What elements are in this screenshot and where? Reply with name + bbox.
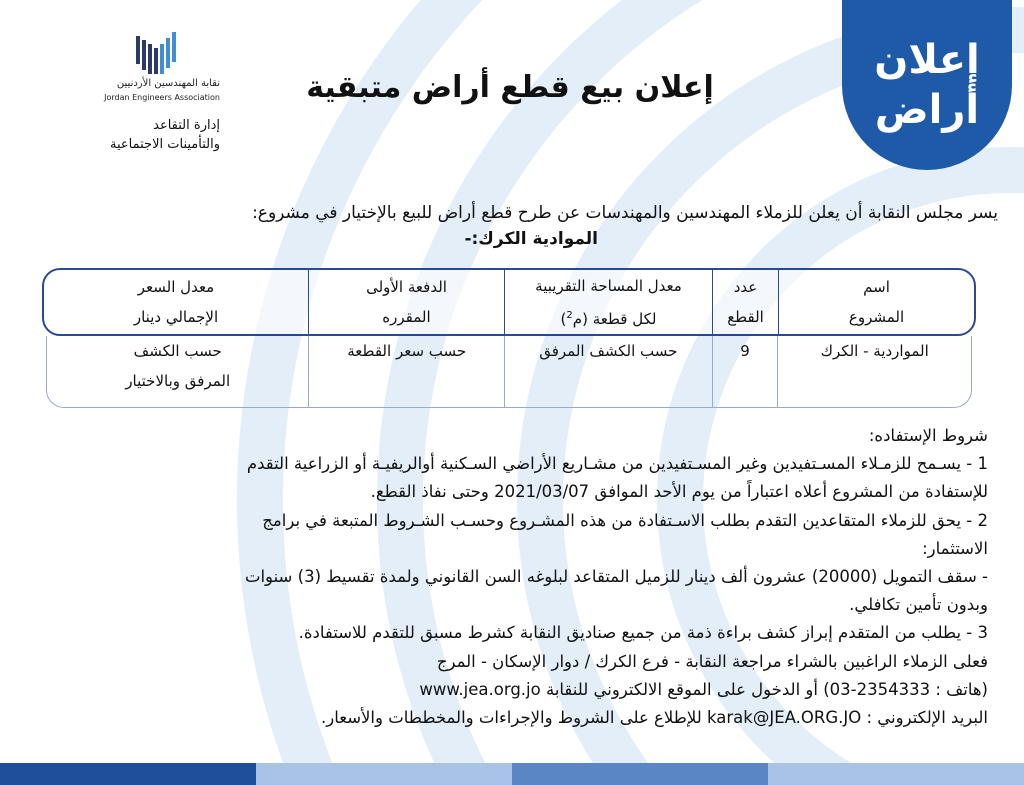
department-name: [60, 116, 220, 154]
band-segment: [256, 763, 512, 785]
cell-count: 9: [712, 336, 778, 407]
term-2-line-1: 2 - يحق للزملاء المتقاعدين التقدم بطلب الاسـتفادة من هذه المشـروع وحسـب الشـروط المتبعة في برامج: [262, 510, 988, 530]
term-2-line-3: - سقف التمويل (20000) عشرون ألف دينار للزميل المتقاعد لبلوغه السن القانوني ولمدة تقسيط (3) سنوات: [244, 567, 988, 587]
term-1-line-2: للإستفادة من المشروع أعلاه اعتباراً من يوم الأحد الموافق 2021/03/07 وحتى نفاذ القطع.: [370, 482, 988, 502]
project-name: الموادية الكرك:-: [464, 229, 598, 249]
band-segment: [512, 763, 768, 785]
contact-line-2: [28, 676, 988, 704]
cell-payment: حسب سعر القطعة: [308, 336, 504, 407]
term-1-line-1: 1 - يسـمح للزمـلاء المسـتفيدين وغير المسـتفيدين من مشـاريع الأراضي السـكنية أوالريفيـة أو الزراعية التقدم: [246, 454, 988, 474]
cell-area: حسب الكشف المرفق: [504, 336, 712, 407]
table-row: [46, 336, 972, 408]
department-line-2: والتأمينات الاجتماعية: [110, 137, 220, 152]
terms-heading: شروط الإستفاده:: [868, 426, 988, 445]
logo-arabic-name: نقابة المهندسين الأردنيين: [116, 78, 220, 89]
table-header-row: [42, 268, 976, 336]
header-count: عدد القطع: [712, 270, 778, 334]
website-link[interactable]: www.jea.org.jo: [419, 679, 541, 699]
band-segment: [768, 763, 1024, 785]
jea-logo-icon: [132, 30, 182, 76]
badge-line-1: إعلان: [874, 37, 980, 83]
header-project: اسم المشروع: [778, 270, 974, 334]
header-total-price: معدل السعر الإجمالي دينار: [133, 278, 219, 326]
department-line-1: إدارة التقاعد: [153, 118, 220, 133]
email-label: البريد الإلكتروني :: [866, 708, 988, 728]
header-first-payment: الدفعة الأولى المقرره: [308, 270, 504, 334]
term-2-line-2: الاستثمار:: [922, 538, 988, 558]
contact-line-1: فعلى الزملاء الراغبين بالشراء مراجعة النقابة - فرع الكرك / دوار الإسكان - المرج: [436, 651, 988, 671]
terms-section: [28, 422, 988, 732]
email-suffix: للإطلاع على الشروط والإجراءات والمخططات والأسعار.: [321, 708, 702, 728]
land-table: [42, 268, 976, 408]
contact-line-3: [28, 704, 988, 732]
badge-line-2: أراض: [874, 87, 980, 133]
logo-english-name: Jordan Engineers Association: [104, 93, 220, 102]
cell-project: المواردية - الكرك: [777, 336, 971, 407]
band-segment: [0, 763, 256, 785]
term-3: 3 - يطلب من المتقدم إبراز كشف براءة ذمة من جميع صناديق النقابة كشرط مسبق للتقدم للاستفادة.: [298, 623, 988, 643]
header-area: معدل المساحة التقريبية لكل قطعة (م$^2$): [504, 270, 712, 334]
page-title: إعلان بيع قطع أراض متبقية: [306, 70, 714, 105]
phone-text: (هاتف : 2354333-03) أو الدخول على الموقع الالكتروني للنقابة: [545, 679, 988, 699]
term-2-line-4: وبدون تأمين تكافلي.: [849, 595, 988, 615]
footer-band: [0, 763, 1024, 785]
intro-text: يسر مجلس النقابة أن يعلن للزملاء المهندسين والمهندسات عن طرح قطع أراض للبيع بالإختيار في مشروع:: [252, 203, 998, 223]
cell-price: حسب الكشف المرفق وبالاختيار: [125, 342, 231, 390]
email-link[interactable]: karak@JEA.ORG.JO: [707, 708, 862, 728]
announcement-badge: [842, 0, 1012, 170]
